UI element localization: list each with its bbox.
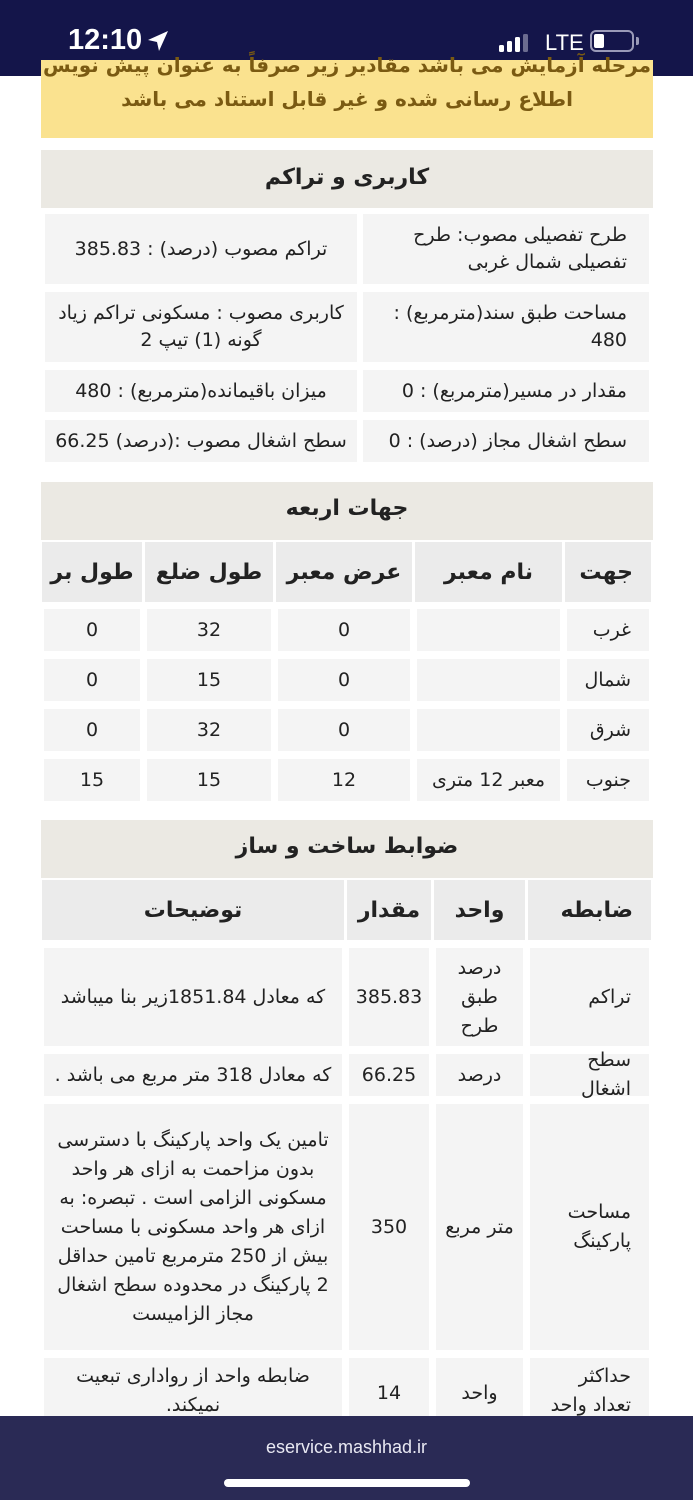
table-row-direction: جنوب: [567, 759, 649, 801]
section-title-rules: ضوابط ساخت و ساز: [41, 820, 653, 878]
col-side-length: طول ضلع: [145, 542, 273, 602]
table-row-street: [417, 659, 560, 701]
table-row-length: 32: [147, 609, 271, 651]
table-row-rule: سطح اشغال: [530, 1054, 649, 1096]
notice-line-1: مرحله آزمایش می باشد مقادیر زیر صرفاً به عنوان پیش نویس: [42, 53, 652, 77]
col-street-name: نام معبر: [415, 542, 562, 602]
col-description: توضیحات: [42, 880, 344, 940]
table-row-width: 0: [278, 709, 410, 751]
col-direction: جهت: [565, 542, 651, 602]
network-label: LTE: [545, 30, 584, 55]
draft-notice-banner: [41, 53, 653, 138]
table-row-frontage: 0: [44, 709, 140, 751]
table-row-street: [417, 709, 560, 751]
col-unit: واحد: [434, 880, 525, 940]
table-row-unit: متر مربع: [436, 1104, 523, 1350]
home-indicator[interactable]: [224, 1479, 470, 1487]
table-row-description: که معادل 1851.84زیر بنا میباشد: [44, 948, 342, 1046]
table-row-width: 0: [278, 609, 410, 651]
table-row-value: 385.83: [349, 948, 429, 1046]
address-bar[interactable]: eservice.mashhad.ir: [265, 1437, 428, 1457]
approved-density: تراکم مصوب (درصد) : 385.83: [45, 214, 357, 284]
col-street-width: عرض معبر: [276, 542, 412, 602]
deed-area: مساحت طبق سند(مترمربع) : 480: [363, 292, 649, 362]
table-row-direction: غرب: [567, 609, 649, 651]
table-row-street: [417, 609, 560, 651]
table-row-street: معبر 12 متری: [417, 759, 560, 801]
col-rule: ضابطه: [528, 880, 651, 940]
table-row-unit: درصد طبق طرح: [436, 948, 523, 1046]
table-row-rule: تراکم: [530, 948, 649, 1046]
table-row-rule: حداکثر تعداد واحد: [530, 1358, 649, 1428]
table-row-width: 12: [278, 759, 410, 801]
browser-bottom-bar: [0, 1416, 693, 1500]
section-title-directions: جهات اربعه: [41, 482, 653, 540]
table-row-description: ضابطه واحد از رواداری تبعیت نمیکند.: [44, 1358, 342, 1428]
approved-usage: کاربری مصوب : مسکونی تراکم زیاد گونه (1) تیپ 2: [45, 292, 357, 362]
notice-line-2: اطلاع رسانی شده و غیر قابل استناد می باشد: [121, 87, 573, 111]
table-row-description: تامین یک واحد پارکینگ با دسترسی بدون مزاحمت به ازای هر واحد مسکونی الزامی است . تبصره: به ازای هر واحد مسکونی با مساحت بیش از 250 مترمربع تامین حداقل 2 پارکینگ در محدوده سطح اشغال مجاز الزامیست: [44, 1104, 342, 1350]
table-row-description: که معادل 318 متر مربع می باشد .: [44, 1054, 342, 1096]
table-row-unit: درصد: [436, 1054, 523, 1096]
table-row-length: 15: [147, 659, 271, 701]
table-row-rule: مساحت پارکینگ: [530, 1104, 649, 1350]
table-row-length: 32: [147, 709, 271, 751]
table-row-frontage: 15: [44, 759, 140, 801]
table-row-width: 0: [278, 659, 410, 701]
table-row-frontage: 0: [44, 659, 140, 701]
approved-plan: طرح تفصیلی مصوب: طرح تفصیلی شمال غربی: [363, 214, 649, 284]
route-amount: مقدار در مسیر(مترمربع) : 0: [363, 370, 649, 412]
battery-tip: [636, 37, 639, 45]
table-row-value: 14: [349, 1358, 429, 1428]
page-content[interactable]: [0, 53, 693, 1416]
allowed-occupancy: سطح اشغال مجاز (درصد) : 0: [363, 420, 649, 462]
table-row-direction: شمال: [567, 659, 649, 701]
col-value: مقدار: [347, 880, 431, 940]
table-row-unit: واحد: [436, 1358, 523, 1428]
table-row-length: 15: [147, 759, 271, 801]
table-row-value: 66.25: [349, 1054, 429, 1096]
section-title-usage: کاربری و تراکم: [41, 150, 653, 208]
table-row-value: 350: [349, 1104, 429, 1350]
table-row-frontage: 0: [44, 609, 140, 651]
approved-occupancy: سطح اشغال مصوب :(درصد) 66.25: [45, 420, 357, 462]
clock: 12:10: [68, 24, 143, 56]
col-frontage: طول بر: [42, 542, 142, 602]
remaining-amount: میزان باقیمانده(مترمربع) : 480: [45, 370, 357, 412]
table-row-direction: شرق: [567, 709, 649, 751]
